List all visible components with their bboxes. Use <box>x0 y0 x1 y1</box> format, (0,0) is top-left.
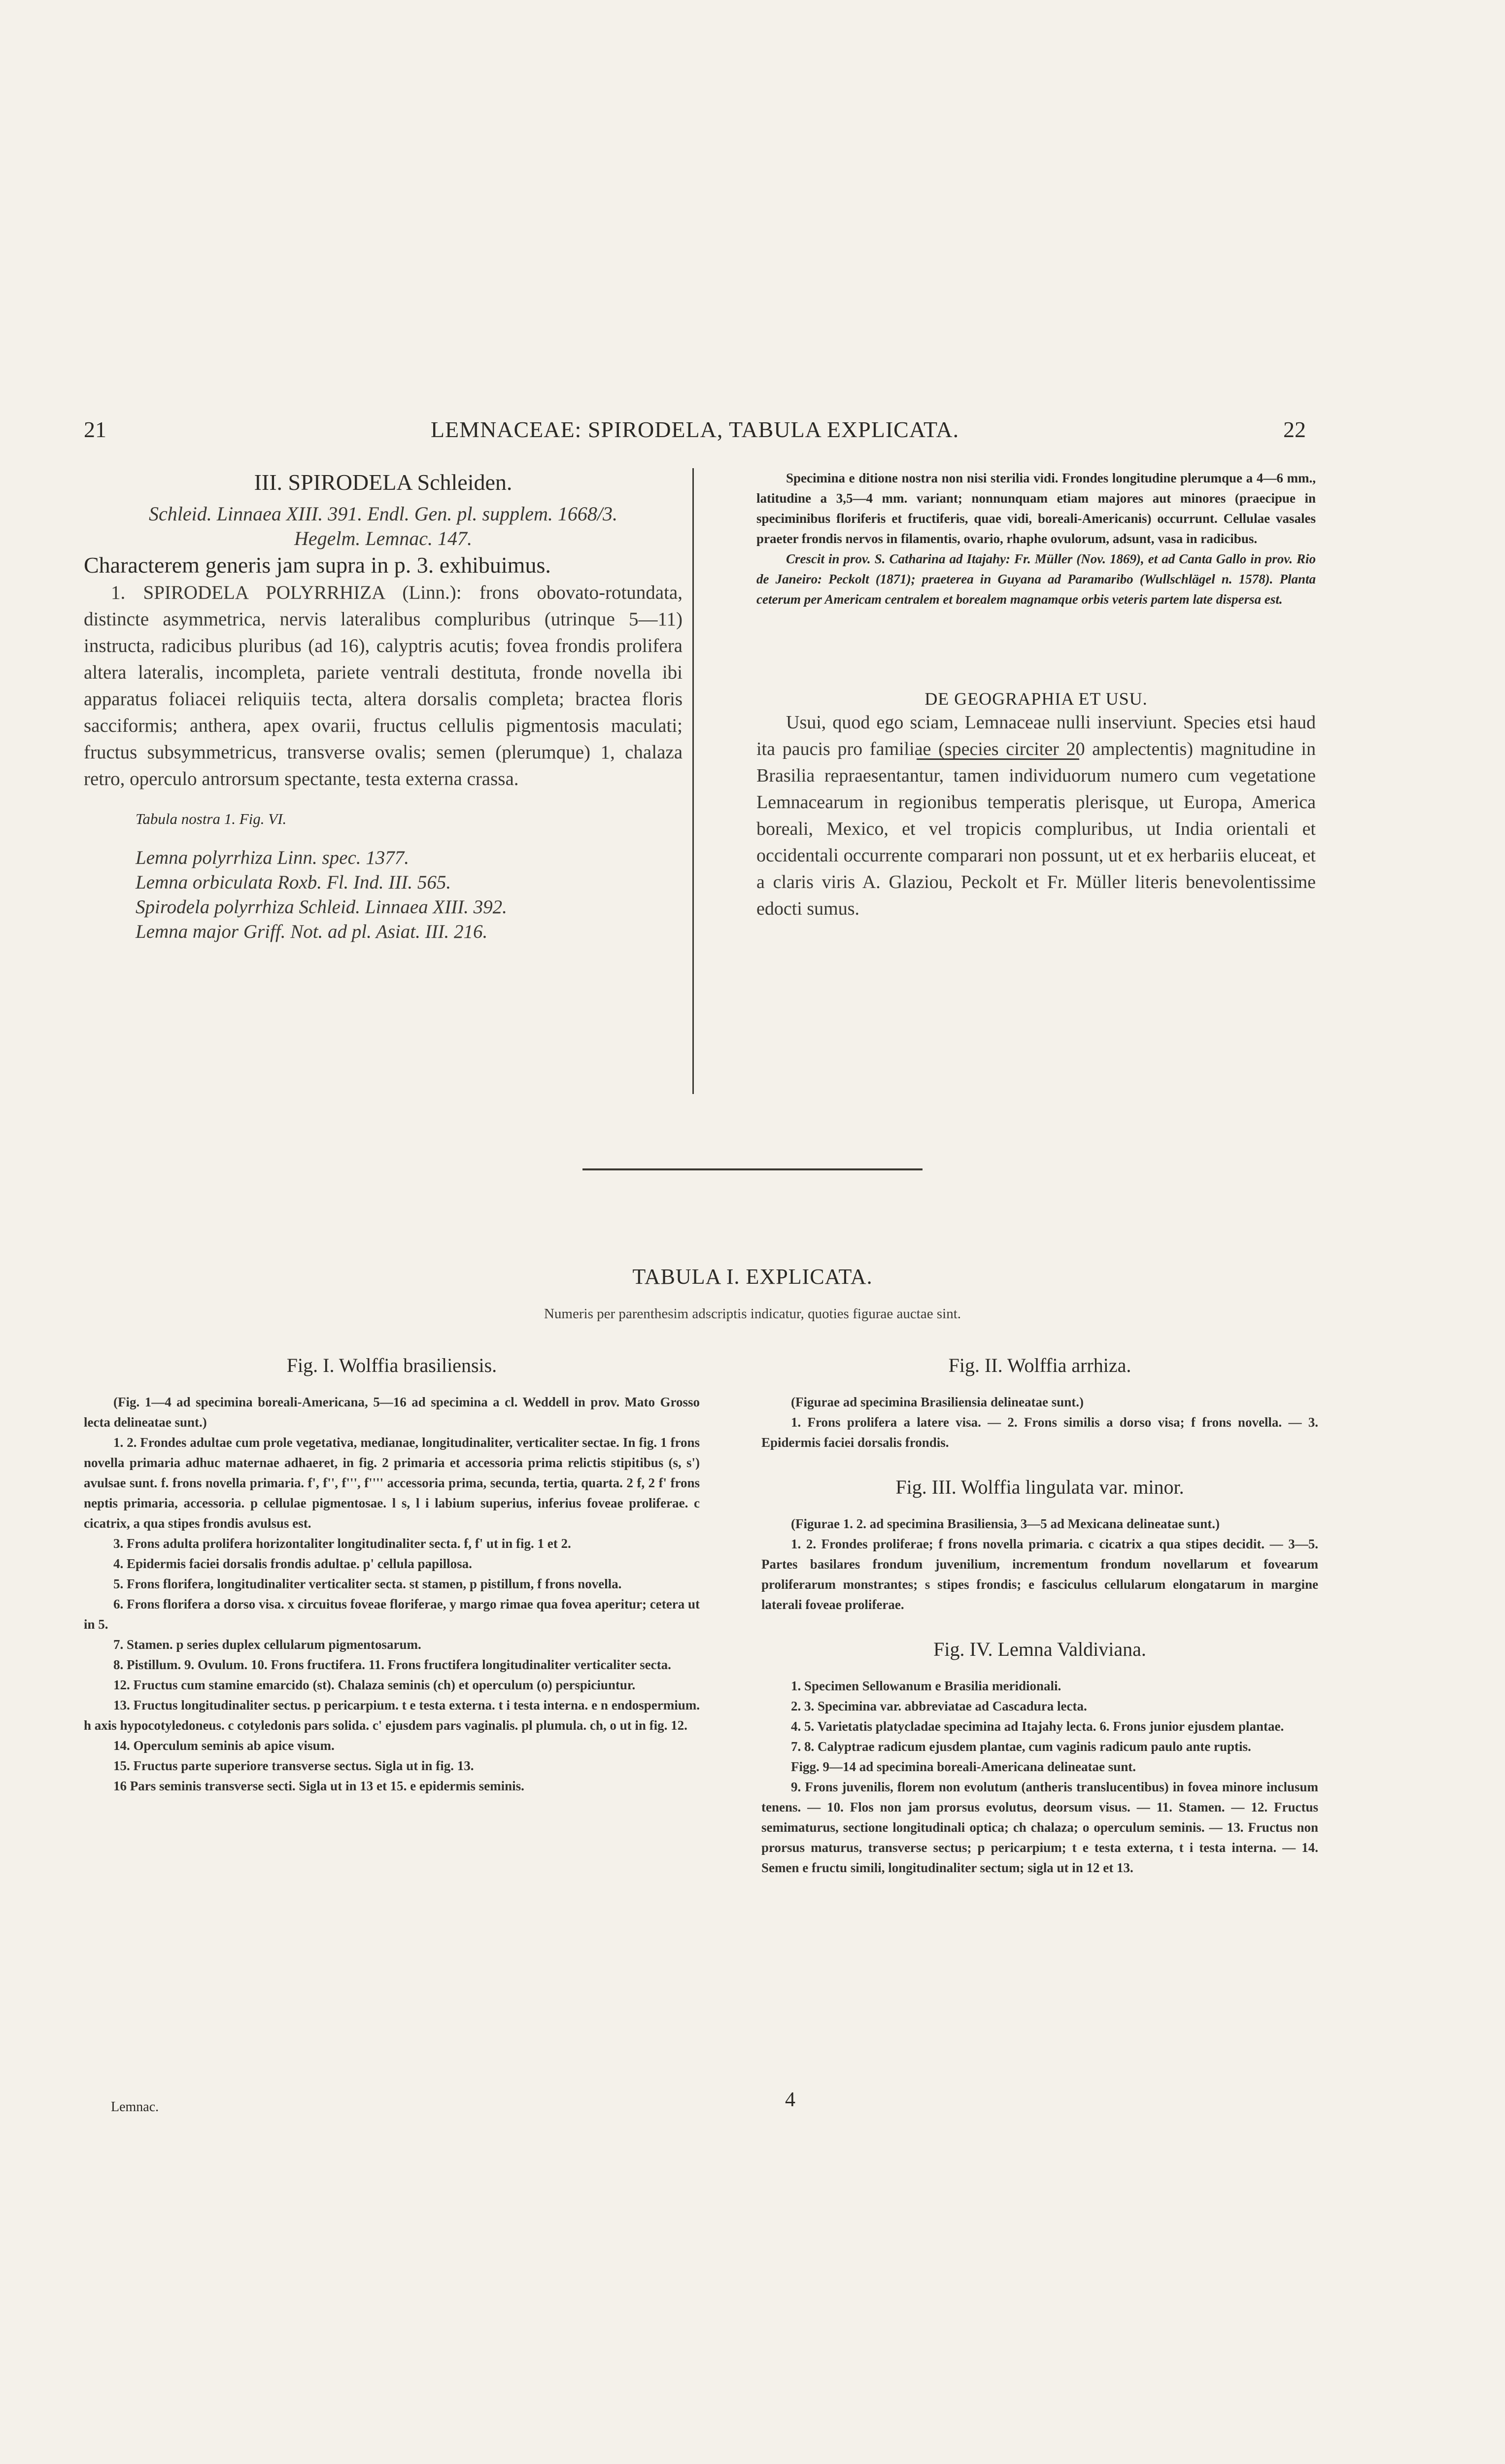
figure-1-item: 3. Frons adulta prolifera horizontaliter longitudinaliter secta. f, f' ut in fig. 1 et 2. <box>113 1536 571 1551</box>
section-divider-long <box>582 1168 923 1170</box>
plate-explanation-subtitle: Numeris per parenthesim adscriptis indicatur, quoties figurae auctae sint. <box>544 1306 961 1322</box>
table-reference: Tabula nostra 1. Fig. VI. <box>136 810 287 827</box>
figure-2-item: (Figurae ad specimina Brasiliensia delineatae sunt.) <box>791 1395 1084 1409</box>
left-column-top <box>84 468 683 944</box>
synonym-item: Lemna polyrrhiza Linn. spec. 1377. <box>136 847 410 868</box>
figure-4-item: 2. 3. Specimina var. abbreviatae ad Cascadura lecta. <box>791 1699 1087 1713</box>
geography-paragraph: Usui, quod ego sciam, Lemnaceae nulli inserviunt. Species etsi haud ita paucis pro familiae (species circiter 20 amplectentis) magnitudine in Brasilia repraesentantur, tamen individuorum numero cum vegetatione Lemnacearum in regionibus temperatis plerisque, ut Europa, America boreali, Mexico, et vel tropicis compluribus, ut India orientali et occidentali occurrente comparari non possunt, ut et ex herbariis eluceat, et a claris viris A. Glaziou, Peckolt et Fr. Müller literis benevolentissime edocti sumus. <box>756 712 1316 919</box>
figure-4-item: 4. 5. Varietatis platycladae specimina ad Itajahy lecta. 6. Frons junior ejusdem plantae. <box>791 1719 1284 1734</box>
figure-1-column <box>84 1353 700 1796</box>
page-number-left: 21 <box>84 417 106 442</box>
plate-explanation-title: TABULA I. EXPLICATA. <box>632 1265 873 1289</box>
figure-2-heading: Fig. II. Wolffia arrhiza. <box>948 1354 1131 1376</box>
figure-1-item: 6. Frons florifera a dorso visa. x circuitus foveae floriferae, y margo rimae qua fovea aperitur; cetera ut in 5. <box>84 1597 700 1632</box>
figure-3-item: 1. 2. Frondes proliferae; f frons novella primaria. c cicatrix a qua stipes decidit. — 3—5. Partes basilares frondum juvenilium, incrementum frondum novellarum et fovearum proliferarum monstrantes; s stipes frondis; e fasciculus cellularum elongatarum in margine laterali foveae proliferae. <box>761 1537 1318 1612</box>
page-number-right: 22 <box>1283 417 1306 442</box>
figures-2-4-column <box>761 1353 1318 1878</box>
figure-1-item: 1. 2. Frondes adultae cum prole vegetativa, medianae, longitudinaliter, verticaliter sectae. In fig. 1 frons novella primaria adhuc maternae adhaeret, in fig. 2 primaria et accessoria prima relictis stipitibus (s, s') avulsae sunt. f. frons novella primaria. f', f'', f''', f'''' accessoria prima, secunda, tertia, quarta. 2 f, 2 f' frons neptis primaria, accessoria. p cellulae pigmentosae. l s, l i labium superius, inferius foveae proliferae. c cicatrix, a qua stipes frondis avulsus est. <box>84 1435 700 1531</box>
geography-heading: DE GEOGRAPHIA ET USU. <box>924 689 1148 709</box>
figure-4-heading: Fig. IV. Lemna Valdiviana. <box>933 1638 1146 1660</box>
running-title: LEMNACEAE: SPIRODELA, TABULA EXPLICATA. <box>430 417 959 442</box>
figure-1-item: 13. Fructus longitudinaliter sectus. p pericarpium. t e testa externa. t i testa interna. e n endospermium. h axis hypocotyledoneus. c cotyledonis pars solida. c' ejusdem pars vaginalis. pl plumula. ch, o ut in fig. 12. <box>84 1698 700 1733</box>
figure-4-item: Figg. 9—14 ad specimina boreali-Americana delineatae sunt. <box>791 1759 1136 1774</box>
right-column-top <box>756 468 1316 922</box>
figure-2-item: 1. Frons prolifera a latere visa. — 2. Frons similis a dorso visa; f frons novella. — 3. Epidermis faciei dorsalis frondis. <box>761 1415 1318 1450</box>
column-divider <box>692 468 694 1094</box>
species-synonyms <box>84 846 683 944</box>
figure-1-item: 14. Operculum seminis ab apice visum. <box>113 1738 335 1753</box>
figure-1-item: 15. Fructus parte superiore transverse sectus. Sigla ut in fig. 13. <box>113 1758 474 1773</box>
figure-3-item: (Figurae 1. 2. ad specimina Brasiliensia, 3—5 ad Mexicana delineatae sunt.) <box>791 1516 1220 1531</box>
figure-1-item: (Fig. 1—4 ad specimina boreali-Americana, 5—16 ad specimina a cl. Weddell in prov. Mato Grosso lecta delineatae sunt.) <box>84 1395 700 1430</box>
figure-1-heading: Fig. I. Wolffia brasiliensis. <box>286 1354 497 1376</box>
synonym-item: Spirodela polyrrhiza Schleid. Linnaea XIII. 392. <box>136 896 507 918</box>
figure-3-heading: Fig. III. Wolffia lingulata var. minor. <box>895 1476 1184 1498</box>
figure-1-item: 4. Epidermis faciei dorsalis frondis adultae. p' cellula papillosa. <box>113 1556 472 1571</box>
figure-1-item: 7. Stamen. p series duplex cellularum pigmentosarum. <box>113 1637 421 1652</box>
species-description: 1. SPIRODELA POLYRRHIZA (Linn.): frons obovato-rotundata, distincte asymmetrica, nervis lateralibus compluribus (utrinque 5—11) instructa, radicibus pluribus (ad 16), calyptris acutis; fovea frondis prolifera altera lateralis, incompleta, pariete ventrali destituta, fronde novella ibi apparatus foliacei reliquiis tecta, altera dorsalis completa; bractea floris sacciformis; anthera, apex ovarii, fructus cellulis pigmentosis maculati; fructus subsymmetricus, transverse ovalis; semen (plerumque) 1, chalaza retro, operculo antrorsum spectante, testa externa crassa. <box>84 582 683 789</box>
genus-synonymy-line-1: Schleid. Linnaea XIII. 391. Endl. Gen. pl. supplem. 1668/3. <box>149 503 617 525</box>
figure-1-item: 8. Pistillum. 9. Ovulum. 10. Frons fructifera. 11. Frons fructifera longitudinaliter verticaliter secta. <box>113 1657 671 1672</box>
figure-1-item: 5. Frons florifera, longitudinaliter verticaliter secta. st stamen, p pistillum, f frons novella. <box>113 1576 622 1591</box>
figure-4-item: 7. 8. Calyptrae radicum ejusdem plantae, cum vaginis radicum paulo ante ruptis. <box>791 1739 1251 1754</box>
running-head <box>84 416 1306 451</box>
specimina-paragraph: Specimina e ditione nostra non nisi sterilia vidi. Frondes longitudine plerumque a 4—6 mm., latitudine a 3,5—4 mm. variant; nonnunquam etiam majores aut minores (praecipue in speciminibus floriferis et fructiferis, quae vidi, boreali-Americanis) occurrunt. Cellulae vasales praeter frondis nervos in filamentis, ovario, rhaphe ovulorum, adsunt, vasa in radicibus. <box>756 471 1316 546</box>
synonym-item: Lemna major Griff. Not. ad pl. Asiat. III. 216. <box>136 921 488 942</box>
synonym-item: Lemna orbiculata Roxb. Fl. Ind. III. 565. <box>136 872 451 893</box>
figure-4-item: 9. Frons juvenilis, florem non evolutum (antheris translucentibus) in fovea minore inclusum tenens. — 10. Flos non jam prorsus evolutus, deorsum visus. — 11. Stamen. — 12. Fructus semimaturus, sectione longitudinali optica; ch chalaza; o operculum seminis. — 13. Fructus non prorsus maturus, transverse sectus; p pericarpium; t e testa externa, t i testa interna. — 14. Semen e fructu simili, longitudinaliter sectum; sigla ut in 12 et 13. <box>761 1780 1318 1875</box>
genus-heading: III. SPIRODELA Schleiden. <box>254 470 513 495</box>
signature-mark: 4 <box>785 2088 795 2111</box>
footer-left: Lemnac. <box>111 2099 159 2115</box>
figure-1-item: 12. Fructus cum stamine emarcido (st). Chalaza seminis (ch) et operculum (o) perspiciuntur. <box>113 1677 636 1692</box>
figure-1-item: 16 Pars seminis transverse secti. Sigla ut in 13 et 15. e epidermis seminis. <box>113 1779 524 1793</box>
genus-synonymy-line-2: Hegelm. Lemnac. 147. <box>294 527 473 549</box>
figure-4-item: 1. Specimen Sellowanum e Brasilia meridionali. <box>791 1678 1061 1693</box>
distribution-paragraph: Crescit in prov. S. Catharina ad Itajahy: Fr. Müller (Nov. 1869), et ad Canta Gallo in prov. Rio de Janeiro: Peckolt (1871); praeterea in Guyana ad Paramaribo (Wullschlägel n. 1578). Planta ceterum per Americam centralem et borealem magnamque orbis veteris partem late dispersa est. <box>756 551 1316 607</box>
character-note: Characterem generis jam supra in p. 3. exhibuimus. <box>84 552 551 578</box>
